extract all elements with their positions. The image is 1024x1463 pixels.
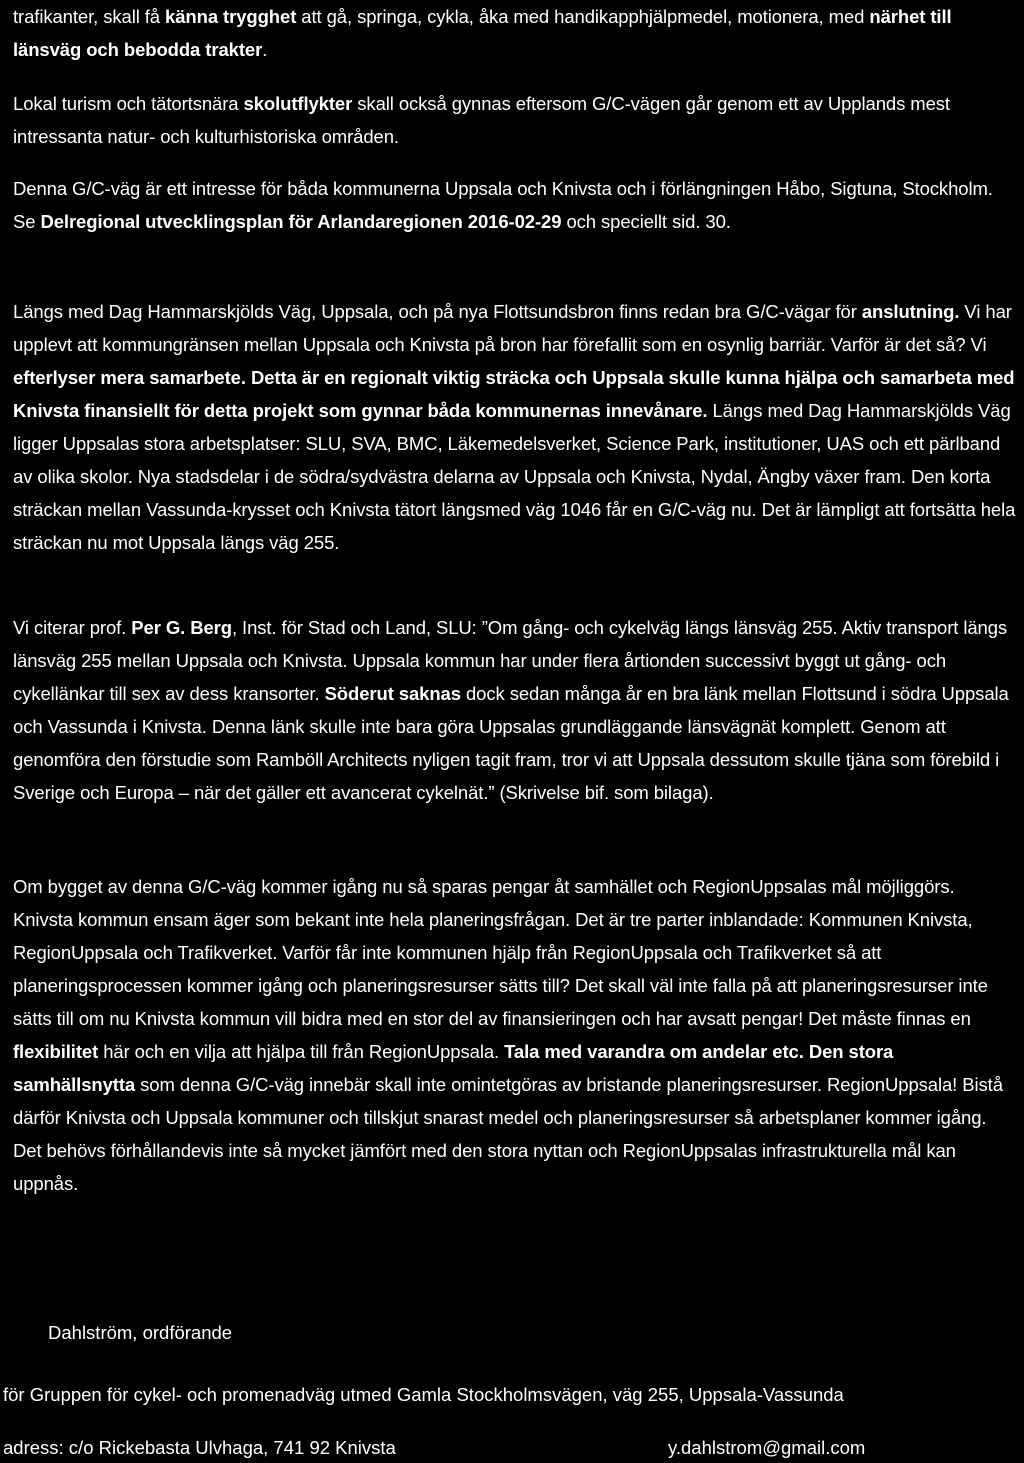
bold-run: närhet till länsväg och bebodda trakter: [13, 6, 952, 60]
bold-run: anslutning.: [861, 301, 960, 322]
paragraph-tourism: Lokal turism och tätortsnära skolutflykter skall också gynnas eftersom G/C-vägen går genom ett av Upplands mest intressanta natur- och kulturhistoriska områden.: [13, 93, 950, 147]
signature-group: för Gruppen för cykel- och promenadväg utmed Gamla Stockholmsvägen, väg 255, Uppsala-Vassunda: [3, 1384, 844, 1405]
signature-name: Dahlström, ordförande: [48, 1322, 233, 1343]
paragraph-appeal: Om bygget av denna G/C-väg kommer igång nu så sparas pengar åt samhället och RegionUppsalas mål möjliggörs. Knivsta kommun ensam äger som bekant inte hela planeringsfrågan. Det är tre parter inblandade: Kommunen Knivsta, RegionUppsala och Trafikverket. Varför får inte kommunen hjälp från RegionUppsala och Trafikverket så att planeringsprocessen kommer igång och planeringsresurser sätts till? Det skall väl inte falla på att planeringsresurser inte sätts till om nu Knivsta kommun vill bidra med en stor del av finansieringen och har avsatt pengar! Det måste finnas en flexibilitet här och en vilja att hjälpa till från RegionUppsala. Tala med varandra om andelar etc. Den stora samhällsnytta som denna G/C-väg innebär skall inte omintetgöras av bristande planeringsresurser. RegionUppsala! Bistå därför Knivsta och Uppsala kommuner och tillskjut snarast medel och planeringsresurser så arbetsplaner kommer igång. Det behövs förhållandevis inte så mycket jämfört med den stora nyttan och RegionUppsalas infrastrukturella mål kan uppnås.: [13, 876, 1003, 1194]
bold-run: Detta är en regionalt viktig sträcka och Uppsala skulle kunna hjälpa och samarbeta med Knivsta finansiellt för detta projekt som gynnar båda kommunernas innevånare.: [13, 367, 1015, 421]
paragraph-safety: trafikanter, skall få känna trygghet att gå, springa, cykla, åka med handikapphjälpmedel, motionera, med närhet till länsväg och bebodda trakter.: [13, 6, 952, 60]
paragraph-citation: Vi citerar prof. Per G. Berg, Inst. för Stad och Land, SLU: ”Om gång- och cykelväg längs länsväg 255. Aktiv transport längs länsväg 255 mellan Uppsala och Knivsta. Uppsala kommun har under flera årtionden successivt byggt ut gång- och cykellänkar till sex av dess kransorter. Söderut saknas dock sedan många år en bra länk mellan Flottsund i södra Uppsala och Vassunda i Knivsta. Denna länk skulle inte bara göra Uppsalas grundläggande länsvägnät komplett. Genom att genomföra den förstudie som Ramböll Architects nyligen tagit fram, tror vi att Uppsala dessutom skulle tjäna som förebild i Sverige och Europa – när det gäller ett avancerat cykelnät.” (Skrivelse bif. som bilaga).: [13, 617, 1009, 803]
bold-run: flexibilitet: [13, 1041, 99, 1062]
signature-address: adress: c/o Rickebasta Ulvhaga, 741 92 Knivsta: [3, 1437, 396, 1458]
bold-run: Delregional utvecklingsplan för Arlandaregionen 2016-02-29: [40, 211, 562, 232]
bold-run: Per G. Berg: [131, 617, 232, 638]
signature-email: y.dahlstrom@gmail.com: [668, 1437, 866, 1458]
bold-run: känna trygghet: [165, 6, 297, 27]
bold-run: Tala med varandra om andelar etc. Den stora samhällsnytta: [13, 1041, 894, 1095]
bold-run: skolutflykter: [243, 93, 353, 114]
bold-run: efterlyser mera samarbete.: [13, 367, 246, 388]
bold-run: Söderut saknas: [324, 683, 461, 704]
paragraph-regional-interest: Denna G/C-väg är ett intresse för båda kommunerna Uppsala och Knivsta och i förlängningen Håbo, Sigtuna, Stockholm. Se Delregional utvecklingsplan för Arlandaregionen 2016-02-29 och speciellt sid. 30.: [13, 178, 993, 232]
paragraph-connection: Längs med Dag Hammarskjölds Väg, Uppsala, och på nya Flottsundsbron finns redan bra G/C-vägar för anslutning. Vi har upplevt att kommungränsen mellan Uppsala och Knivsta på bron har förefallit som en osynlig barriär. Varför är det så? Vi efterlyser mera samarbete. Detta är en regionalt viktig sträcka och Uppsala skulle kunna hjälpa och samarbeta med Knivsta finansiellt för detta projekt som gynnar båda kommunernas innevånare. Längs med Dag Hammarskjölds Väg ligger Uppsalas stora arbetsplatser: SLU, SVA, BMC, Läkemedelsverket, Science Park, institutioner, UAS och ett pärlband av olika skolor. Nya stadsdelar i de södra/sydvästra delarna av Uppsala och Knivsta, Nydal, Ängby växer fram. Den korta sträckan mellan Vassunda-krysset och Knivsta tätort längsmed väg 1046 får en G/C-väg nu. Det är lämpligt att fortsätta hela sträckan nu mot Uppsala längs väg 255.: [13, 301, 1016, 553]
